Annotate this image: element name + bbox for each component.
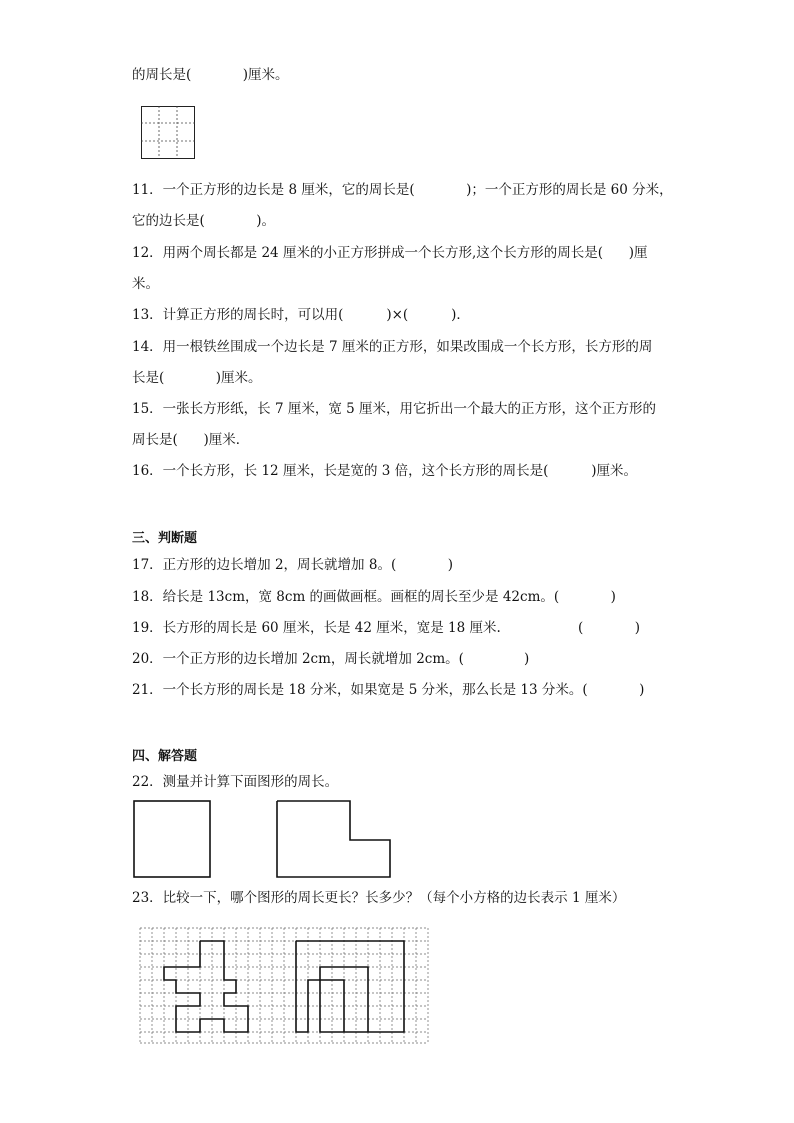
question-15-line-1: 15．一张长方形纸，长 7 厘米，宽 5 厘米，用它折出一个最大的正方形，这个正方形的 [132,401,657,417]
question-14-line-1: 14．用一根铁丝围成一个边长是 7 厘米的正方形，如果改围成一个长方形，长方形的周 [132,339,653,355]
q23-grid-figure [140,928,430,1045]
question-11-line-2: 它的边长是( )。 [132,213,276,229]
question-12-line-1: 12．用两个周长都是 24 厘米的小正方形拼成一个长方形,这个长方形的周长是( )厘 [132,245,648,261]
question-21: 21．一个长方形的周长是 18 分米，如果宽是 5 分米，那么长是 13 分米。( ) [132,682,645,698]
section-4-title: 四、解答题 [132,749,198,764]
question-22: 22．测量并计算下面图形的周长。 [132,774,339,790]
question-16: 16．一个长方形，长 12 厘米，长是宽的 3 倍，这个长方形的周长是( )厘米。 [132,463,638,479]
question-20: 20．一个正方形的边长增加 2cm，周长就增加 2cm。( ) [132,651,530,667]
intro-line: 的周长是( )厘米。 [132,67,289,83]
q23-left-shape [164,941,248,1032]
q23-right-shape [296,941,404,1032]
dotted-square-figure [141,106,195,159]
question-11-line-1: 11．一个正方形的边长是 8 厘米，它的周长是( )；一个正方形的周长是 60 分米， [132,182,673,198]
question-15-line-2: 周长是( )厘米． [132,432,250,448]
question-23: 23．比较一下，哪个图形的周长更长？长多少？（每个小方格的边长表示 1 厘米） [132,890,626,906]
question-17: 17．正方形的边长增加 2，周长就增加 8。( ) [132,557,453,573]
question-18: 18．给长是 13cm，宽 8cm 的画做画框。画框的周长至少是 42cm。( ) [132,589,616,605]
q22-l-shape-figure [276,800,392,878]
question-14-line-2: 长是( )厘米。 [132,370,262,386]
q22-square-figure [133,800,211,878]
question-13: 13．计算正方形的周长时，可以用( )×( )． [132,307,470,323]
section-3-title: 三、判断题 [132,531,198,546]
question-19: 19．长方形的周长是 60 厘米，长是 42 厘米，宽是 18 厘米. ( ) [132,620,641,636]
question-12-line-2: 米。 [132,276,159,292]
